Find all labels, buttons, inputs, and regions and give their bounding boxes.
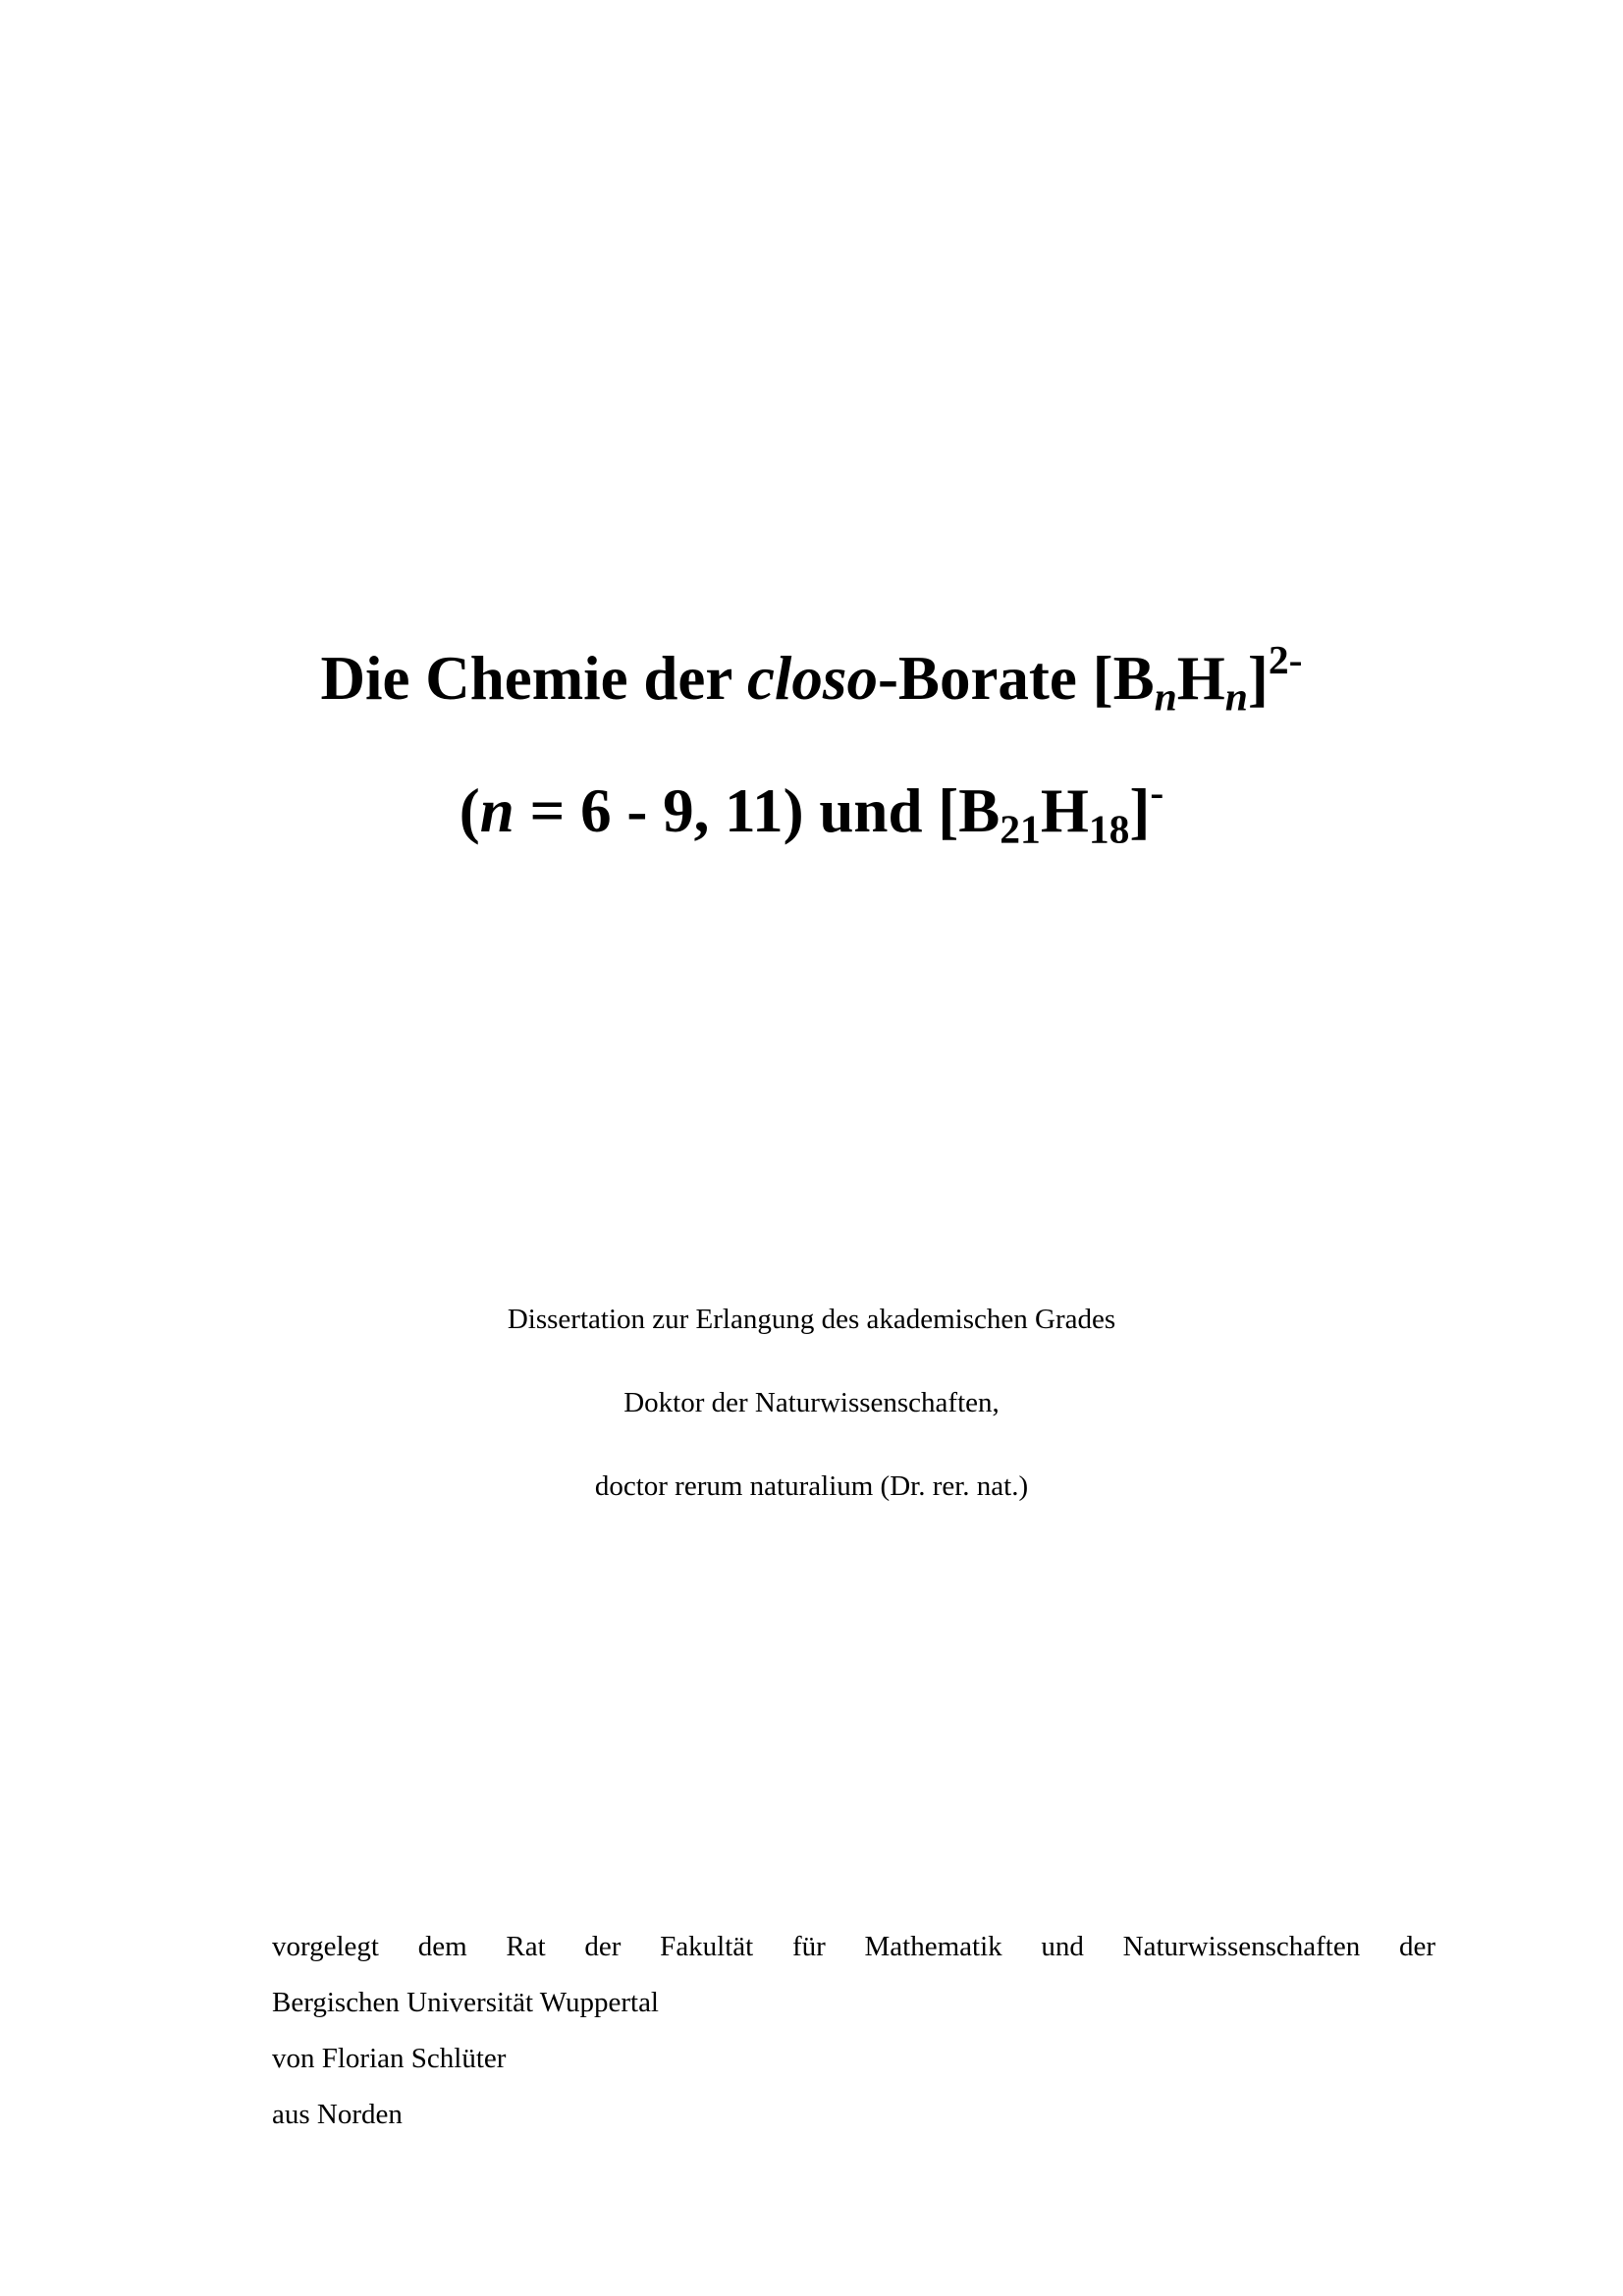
title-subscript: 18 [1088, 806, 1130, 852]
subtitle-degree-name: Doktor der Naturwissenschaften, [623, 1387, 1000, 1418]
title-closo-italic: closo [746, 644, 878, 713]
title-text: Die Chemie der [320, 644, 747, 713]
title-subscript: 21 [1000, 806, 1041, 852]
title-line-1 [0, 637, 1623, 720]
title-text: ] [1129, 776, 1151, 845]
title-subscript: n [1224, 673, 1248, 720]
title-text: H [1176, 644, 1225, 713]
title-line-2 [0, 770, 1623, 852]
submission-block [272, 1919, 1435, 2143]
title-text: -Borate [B [877, 644, 1155, 713]
submission-faculty: vorgelegt dem Rat der Fakultät für Mathematik und Naturwissenschaften der [272, 1931, 1435, 1962]
submission-author: von Florian Schlüter [272, 2043, 507, 2074]
title-subscript: n [1154, 673, 1177, 720]
title-superscript: 2- [1268, 637, 1303, 683]
submission-university: Bergischen Universität Wuppertal [272, 1987, 659, 2018]
subtitle-degree-purpose: Dissertation zur Erlangung des akademischen Grades [507, 1304, 1116, 1335]
subtitle-degree-latin: doctor rerum naturalium (Dr. rer. nat.) [594, 1470, 1029, 1502]
title-text: = 6 - 9, 11) und [B [514, 776, 1001, 845]
title-text: ] [1247, 644, 1269, 713]
title-text: H [1040, 776, 1089, 845]
submission-origin: aus Norden [272, 2099, 403, 2130]
title-n-italic: n [479, 776, 514, 845]
title-text: ( [459, 776, 480, 845]
title-superscript: - [1150, 770, 1164, 816]
